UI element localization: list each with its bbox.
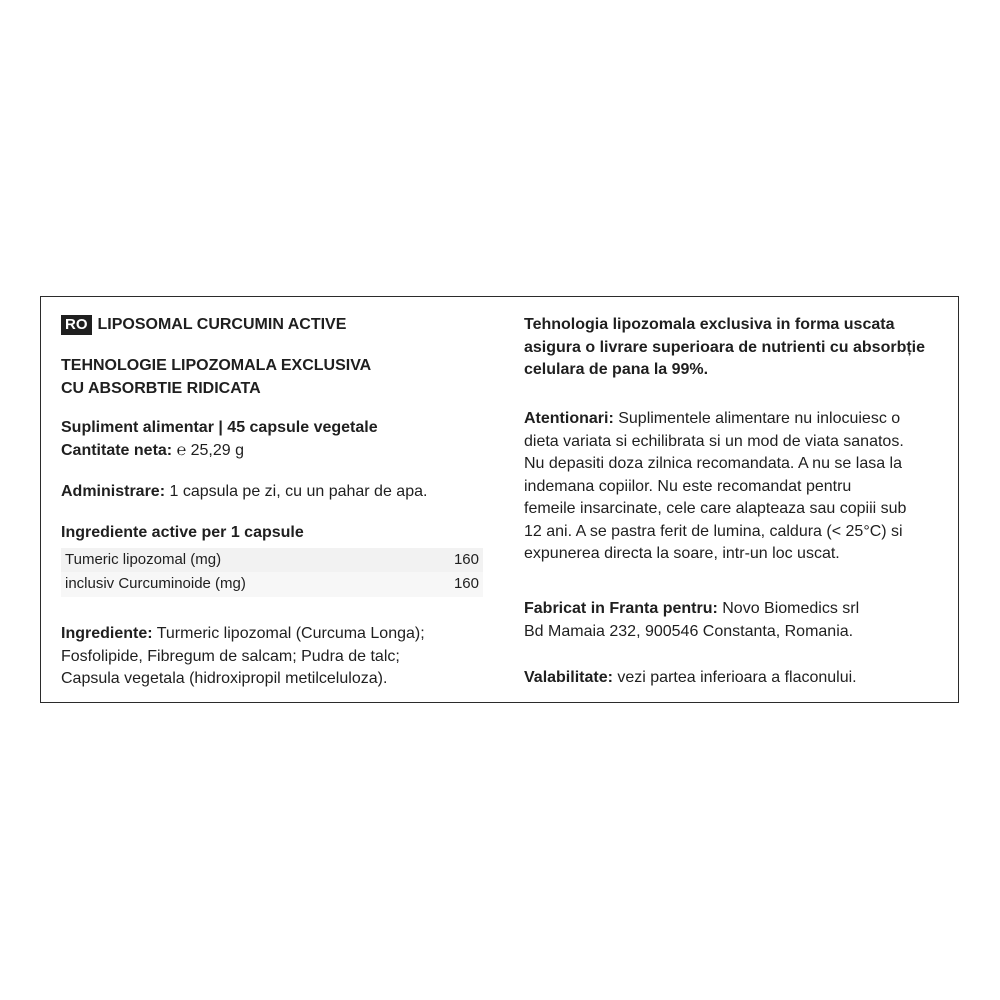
ingredients-line-1: Turmeric lipozomal (Curcuma Longa); [152,625,425,642]
active-ingredients [61,522,486,597]
warnings-line-4: indemana copiilor. Nu este recomandat pentru [524,477,852,495]
product-info [61,417,486,462]
warnings-line-2: dieta variata si echilibrata si un mod de viata sanatos. [524,432,904,450]
warnings-label: Atentionari: [524,410,614,427]
tagline [61,355,486,400]
warnings-line-3: Nu depasiti doza zilnica recomandata. A nu se lasa la [524,455,903,472]
tech-line-3: celulara de pana la 99%. [524,361,709,378]
admin-text: 1 capsula pe zi, cu un pahar de apa. [165,483,428,500]
ingredients-label: Ingrediente: [61,625,153,642]
table-row [61,548,483,573]
active-heading: Ingrediente active per 1 capsule [61,524,304,541]
tech-line-1: Tehnologia lipozomala exclusiva in forma uscata [524,316,895,333]
ingredient-value: 160 [415,548,483,573]
language-badge: RO [61,315,92,335]
administration [61,481,486,504]
warnings-line-6: 12 ani. A se pastra ferit de lumina, caldura (< 25°C) si [524,522,903,540]
ingredients-line-2: Fosfolipide, Fibregum de salcam; Pudra de talc; [61,647,400,665]
ingredients [61,623,486,691]
warnings-line-5: femeile insarcinate, cele care alapteaza sau copiii sub [524,500,907,517]
validity-text: vezi partea inferioara a flaconului. [612,669,857,686]
ingredient-value: 160 [415,572,483,597]
technology-statement [524,314,949,382]
ingredients-line-3: Capsula vegetala (hidroxipropil metilceluloza). [61,670,388,687]
supplement-line: Supliment alimentar | 45 capsule vegetale [61,419,378,436]
active-ingredients-table [61,548,483,597]
ingredient-name: inclusiv Curcuminoide (mg) [61,572,415,597]
tagline-line-2: CU ABSORBTIE RIDICATA [61,379,261,397]
validity [524,667,949,690]
tech-line-2: asigura o livrare superioara de nutrienti cu absorbție [524,338,926,356]
warnings-line-1: Suplimentele alimentare nu inlocuiesc o [613,410,901,427]
manufacturer [524,598,949,643]
warnings-line-7: expunerea directa la soare, intr-un loc uscat. [524,545,840,562]
tagline-line-1: TEHNOLOGIE LIPOZOMALA EXCLUSIVA [61,357,372,374]
net-quantity [61,440,486,463]
ingredient-name: Tumeric lipozomal (mg) [61,548,415,573]
made-line-1: Novo Biomedics srl [717,600,860,617]
made-label: Fabricat in Franta pentru: [524,600,718,617]
made-line-2: Bd Mamaia 232, 900546 Constanta, Romania. [524,622,854,640]
warnings [524,408,949,566]
admin-label: Administrare: [61,483,166,500]
table-row [61,572,483,597]
product-title: LIPOSOMAL CURCUMIN ACTIVE [97,316,347,333]
validity-label: Valabilitate: [524,669,613,686]
title-row [61,314,346,336]
net-quantity-label: Cantitate neta: [61,441,173,459]
net-quantity-value: ℮ 25,29 g [176,441,245,459]
product-label [40,296,959,703]
